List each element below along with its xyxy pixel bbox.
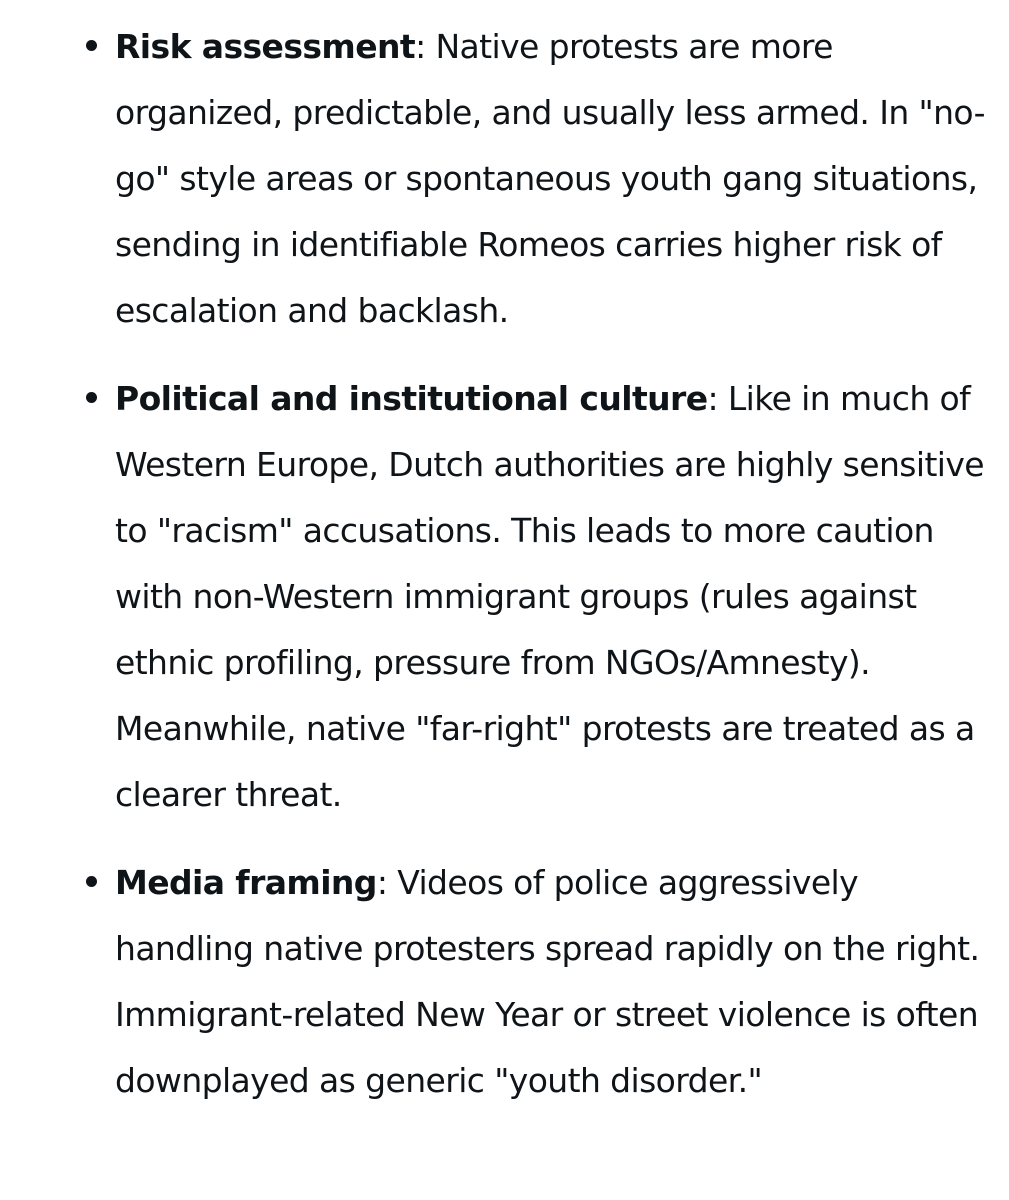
list-item-risk-assessment [0, 14, 1009, 344]
article-content [0, 14, 1009, 1136]
bullet-dot-icon [86, 392, 97, 403]
list-item-text [115, 850, 989, 1114]
list-item-text [115, 14, 989, 344]
bullet-dot-icon [86, 40, 97, 51]
list-item-body: : Like in much of Western Europe, Dutch authorities are highly sensitive to "racism" accusations. This leads to more caution with non-Western immigrant groups (rules against ethnic profiling, pressure from NGOs/Amnesty). Meanwhile, native "far-right" protests are treated as a clearer threat. [115, 379, 984, 814]
list-item-media-framing [0, 850, 1009, 1114]
list-item-body: : Native protests are more organized, predictable, and usually less armed. In "no-go" style areas or spontaneous youth gang situations, sending in identifiable Romeos carries higher risk of escalation and backlash. [115, 27, 985, 330]
list-item-political-culture [0, 366, 1009, 828]
list-item-body: : Videos of police aggressively handling native protesters spread rapidly on the right. Immigrant-related New Year or street violence is often downplayed as generic "youth disorder." [115, 863, 980, 1100]
list-item-text [115, 366, 989, 828]
list-item-heading: Media framing [115, 863, 377, 902]
bullet-list [0, 14, 1009, 1114]
bullet-dot-icon [86, 876, 97, 887]
list-item-heading: Political and institutional culture [115, 379, 708, 418]
list-item-heading: Risk assessment [115, 27, 416, 66]
